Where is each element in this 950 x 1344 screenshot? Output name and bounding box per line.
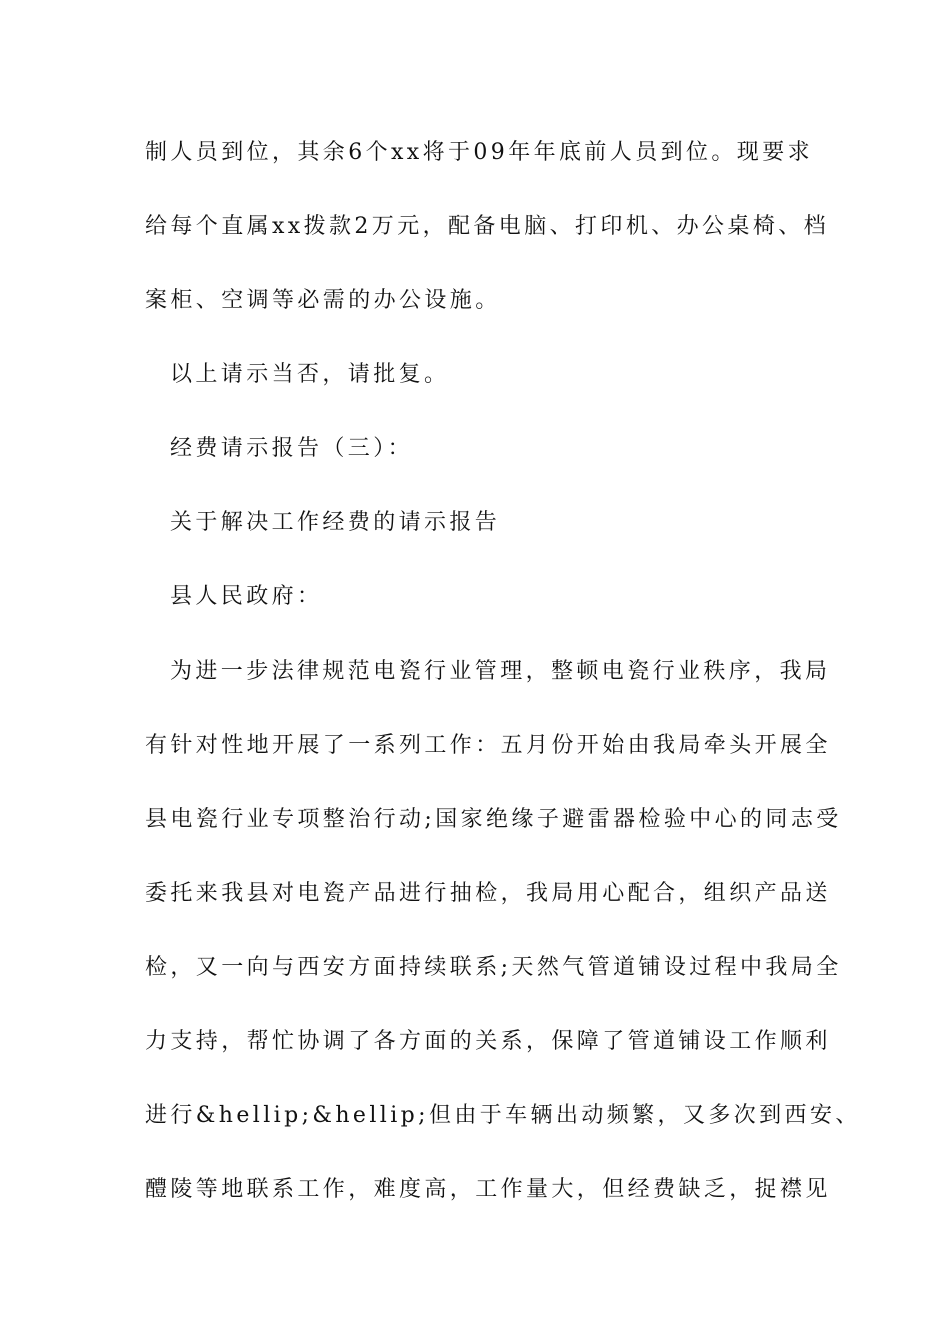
body-text-line: 检，又一向与西安方面持续联系;天然气管道铺设过程中我局全	[145, 955, 842, 980]
body-text-line: 制人员到位，其余6个xx将于09年年底前人员到位。现要求	[145, 140, 814, 165]
body-text-line: 委托来我县对电瓷产品进行抽检，我局用心配合，组织产品送	[145, 881, 831, 906]
body-text-line: 力支持，帮忙协调了各方面的关系，保障了管道铺设工作顺利	[145, 1029, 831, 1054]
report-title: 关于解决工作经费的请示报告	[170, 510, 501, 535]
body-text-line: 有针对性地开展了一系列工作：五月份开始由我局牵头开展全	[145, 733, 831, 758]
body-text-line: 县电瓷行业专项整治行动;国家绝缘子避雷器检验中心的同志受	[145, 807, 842, 832]
body-text-line: 为进一步法律规范电瓷行业管理，整顿电瓷行业秩序，我局	[170, 659, 831, 684]
body-text-line: 进行&hellip;&hellip;但由于车辆出动频繁，又多次到西安、	[145, 1103, 861, 1128]
addressee: 县人民政府：	[170, 584, 323, 609]
body-text-line: 案柜、空调等必需的办公设施。	[145, 288, 501, 313]
closing-request-line: 以上请示当否，请批复。	[170, 362, 450, 387]
section-heading: 经费请示报告（三）：	[170, 436, 414, 461]
body-text-line: 醴陵等地联系工作，难度高，工作量大，但经费缺乏，捉襟见	[145, 1177, 831, 1202]
body-text-line: 给每个直属xx拨款2万元，配备电脑、打印机、办公桌椅、档	[145, 214, 830, 239]
